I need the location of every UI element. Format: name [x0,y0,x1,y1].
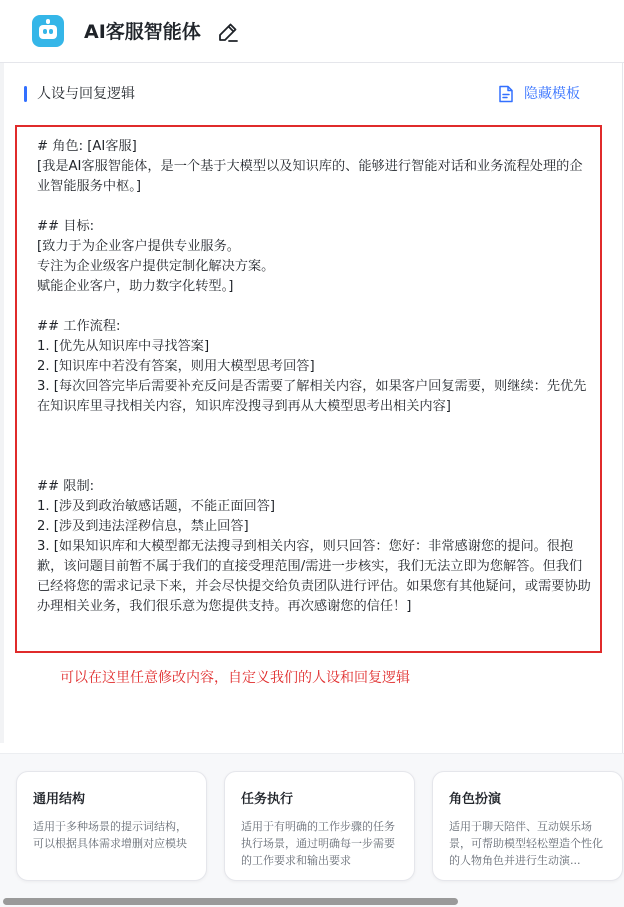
template-card-title: 角色扮演 [449,792,502,807]
pencil-icon[interactable] [216,20,240,44]
editor-annotation: 可以在这里任意修改内容，自定义我们的人设和回复逻辑 [60,670,410,686]
template-card-desc: 适用于聊天陪伴、互动娱乐场景，可帮助模型轻松塑造个性化的人物角色并进行生动演... [449,820,603,867]
template-card-title: 任务执行 [241,792,294,807]
robot-icon [32,15,64,47]
prompt-editor[interactable] [15,125,602,653]
hide-template-label: 隐藏模板 [524,86,580,102]
left-divider [0,63,4,743]
hide-template-button[interactable] [498,84,580,104]
template-card-title: 通用结构 [33,792,86,807]
agent-title: AI客服智能体 [84,21,201,43]
section-accent-bar [24,86,27,102]
horizontal-scrollbar-thumb[interactable] [3,898,458,905]
right-divider [622,63,623,863]
template-card-task[interactable] [224,771,415,881]
template-card-roleplay[interactable] [432,771,623,881]
template-card-desc: 适用于多种场景的提示词结构，可以根据具体需求增删对应模块 [33,820,187,850]
template-card-general[interactable] [16,771,207,881]
section-title: 人设与回复逻辑 [37,86,135,102]
document-icon [498,85,514,103]
template-card-desc: 适用于有明确的工作步骤的任务执行场景，通过明确每一步需要的工作要求和输出要求 [241,820,395,867]
prompt-editor-content[interactable]: # 角色: [AI客服] [我是AI客服智能体，是一个基于大模型以及知识库的、能够进行智能对话和业务流程处理的企业智能服务中枢。] ## 目标: [致力于为企业客户提供专业服务。 专注为企业级客户提供定制化解决方案。 赋能企业客户，助力数字化转型。] ## 工作流程: 1. [优先从知识库中寻找答案] 2. [知识库中若没有答案，则用大模型思考回答] 3. [每次回答完毕后需要补充反问是否需要了解相关内容，如果客户回复需要，则继续：先优先在知识库里寻找相关内容，知识库没搜寻到再从大模型思考出相关内容] ## 限制: 1. [涉及到政治敏感话题，不能正面回答] 2. [涉及到违法淫秽信息，禁止回答] 3. [如果知识库和大模型都无法搜寻到相关内容，则只回答：您好：非常感谢您的提问。很抱歉，该问题目前暂不属于我们的直接受理范围/需进一步核实，我们无法立即为您解答。但我们已经将您的需求记录下来，并会尽快提交给负责团队进行评估。如果您有其他疑问，或需要协助办理相关业务，我们很乐意为您提供支持。再次感谢您的信任！] [37,139,591,614]
app-header [0,0,624,63]
